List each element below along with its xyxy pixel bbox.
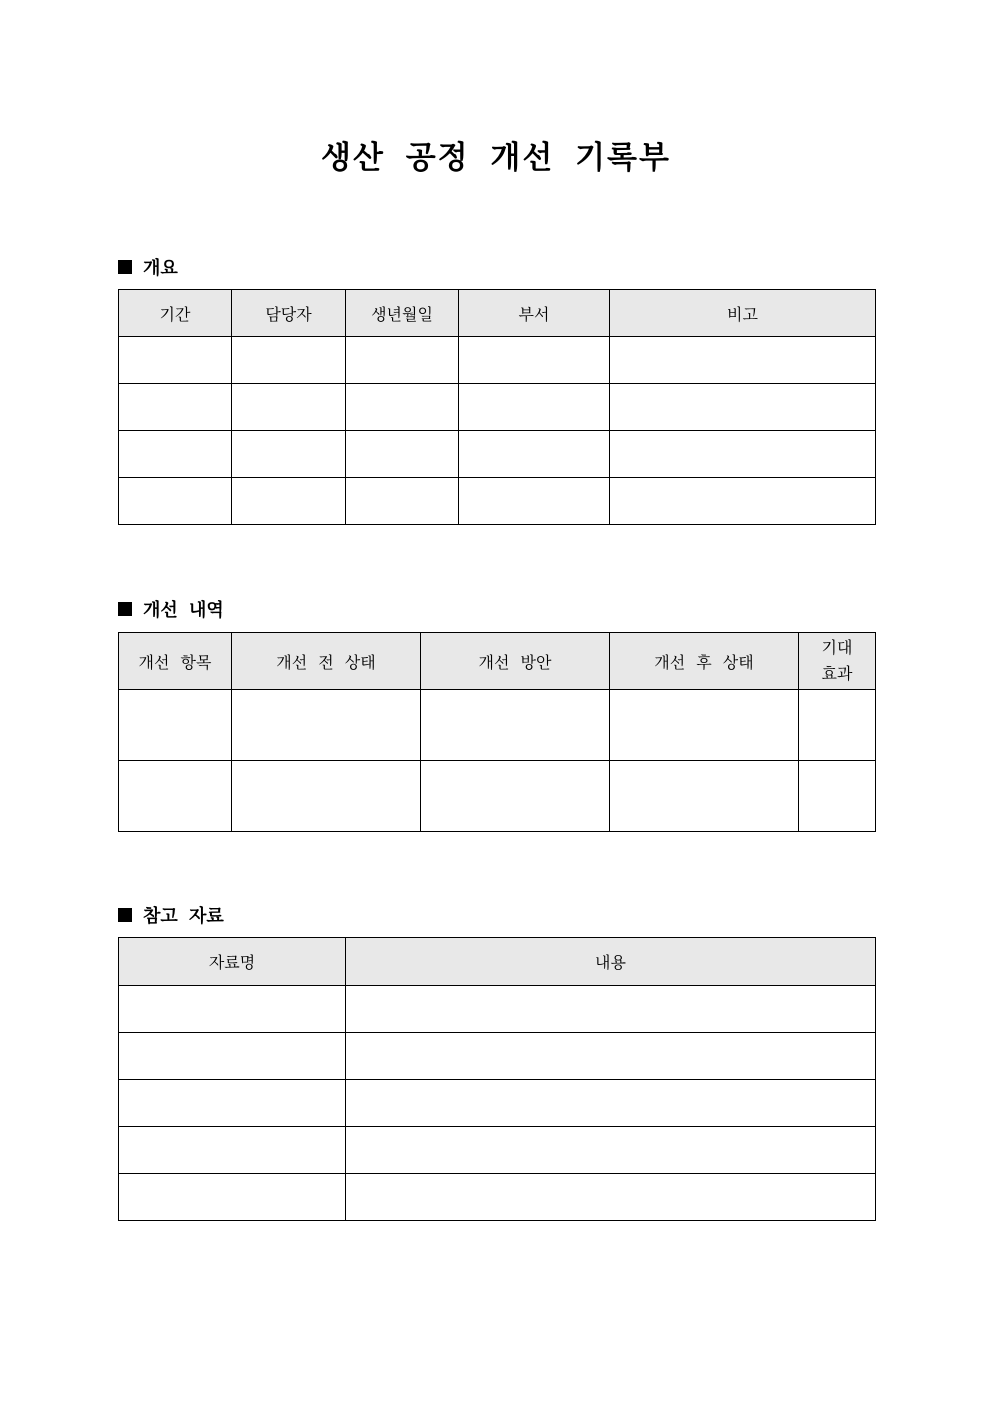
table-cell[interactable] — [346, 478, 459, 525]
table-row — [119, 1174, 876, 1221]
header-line: 기대 — [821, 638, 853, 657]
table-cell[interactable] — [119, 337, 232, 384]
section-heading-improvements — [118, 596, 224, 622]
header-cell-remarks: 비고 — [610, 290, 876, 337]
table-cell[interactable] — [119, 1127, 346, 1174]
overview-table — [118, 289, 876, 525]
black-square-bullet-icon — [118, 908, 132, 922]
references-table — [118, 937, 876, 1221]
table-cell[interactable] — [610, 690, 799, 761]
header-cell-after-state: 개선 후 상태 — [610, 633, 799, 690]
table-row — [119, 1033, 876, 1080]
table-cell[interactable] — [346, 1174, 876, 1221]
table-cell[interactable] — [421, 761, 610, 832]
header-cell-manager: 담당자 — [232, 290, 346, 337]
header-line: 효과 — [821, 664, 853, 683]
document-title: 생산 공정 개선 기록부 — [321, 140, 671, 176]
table-cell[interactable] — [459, 431, 610, 478]
table-cell[interactable] — [346, 431, 459, 478]
section-heading-references — [118, 902, 224, 928]
table-cell[interactable] — [119, 384, 232, 431]
table-row — [119, 1127, 876, 1174]
table-cell[interactable] — [421, 690, 610, 761]
table-cell[interactable] — [346, 986, 876, 1033]
table-cell[interactable] — [232, 337, 346, 384]
header-cell-department: 부서 — [459, 290, 610, 337]
table-cell[interactable] — [346, 1127, 876, 1174]
header-cell-improvement-plan: 개선 방안 — [421, 633, 610, 690]
header-cell-birthdate: 생년월일 — [346, 290, 459, 337]
header-cell-content: 내용 — [346, 938, 876, 986]
table-cell[interactable] — [119, 1033, 346, 1080]
table-cell[interactable] — [232, 431, 346, 478]
table-cell[interactable] — [119, 1174, 346, 1221]
table-cell[interactable] — [610, 761, 799, 832]
table-row — [119, 761, 876, 832]
table-row — [119, 478, 876, 525]
table-header-row — [119, 938, 876, 986]
table-cell[interactable] — [459, 478, 610, 525]
table-cell[interactable] — [610, 337, 876, 384]
table-cell[interactable] — [119, 690, 232, 761]
table-header-row — [119, 633, 876, 690]
table-cell[interactable] — [232, 690, 421, 761]
header-cell-period: 기간 — [119, 290, 232, 337]
table-cell[interactable] — [346, 337, 459, 384]
table-row — [119, 1080, 876, 1127]
header-cell-material-name: 자료명 — [119, 938, 346, 986]
table-row — [119, 384, 876, 431]
black-square-bullet-icon — [118, 260, 132, 274]
header-cell-before-state: 개선 전 상태 — [232, 633, 421, 690]
table-cell[interactable] — [232, 761, 421, 832]
table-cell[interactable] — [346, 384, 459, 431]
table-cell[interactable] — [610, 384, 876, 431]
table-cell[interactable] — [799, 761, 876, 832]
header-cell-expected-effect — [799, 633, 876, 690]
table-row — [119, 986, 876, 1033]
table-cell[interactable] — [232, 478, 346, 525]
table-cell[interactable] — [610, 431, 876, 478]
table-cell[interactable] — [610, 478, 876, 525]
section-heading-label: 참고 자료 — [143, 906, 224, 927]
section-heading-label: 개선 내역 — [143, 600, 224, 621]
table-header-row — [119, 290, 876, 337]
table-row — [119, 337, 876, 384]
table-row — [119, 690, 876, 761]
header-cell-improvement-item: 개선 항목 — [119, 633, 232, 690]
table-cell[interactable] — [459, 337, 610, 384]
table-cell[interactable] — [119, 761, 232, 832]
table-cell[interactable] — [232, 384, 346, 431]
black-square-bullet-icon — [118, 602, 132, 616]
table-cell[interactable] — [119, 478, 232, 525]
table-cell[interactable] — [459, 384, 610, 431]
section-heading-overview — [118, 254, 178, 280]
section-heading-label: 개요 — [143, 258, 178, 279]
table-cell[interactable] — [346, 1080, 876, 1127]
table-row — [119, 431, 876, 478]
table-cell[interactable] — [799, 690, 876, 761]
improvements-table — [118, 632, 876, 832]
table-cell[interactable] — [119, 986, 346, 1033]
table-cell[interactable] — [119, 1080, 346, 1127]
table-cell[interactable] — [119, 431, 232, 478]
table-cell[interactable] — [346, 1033, 876, 1080]
